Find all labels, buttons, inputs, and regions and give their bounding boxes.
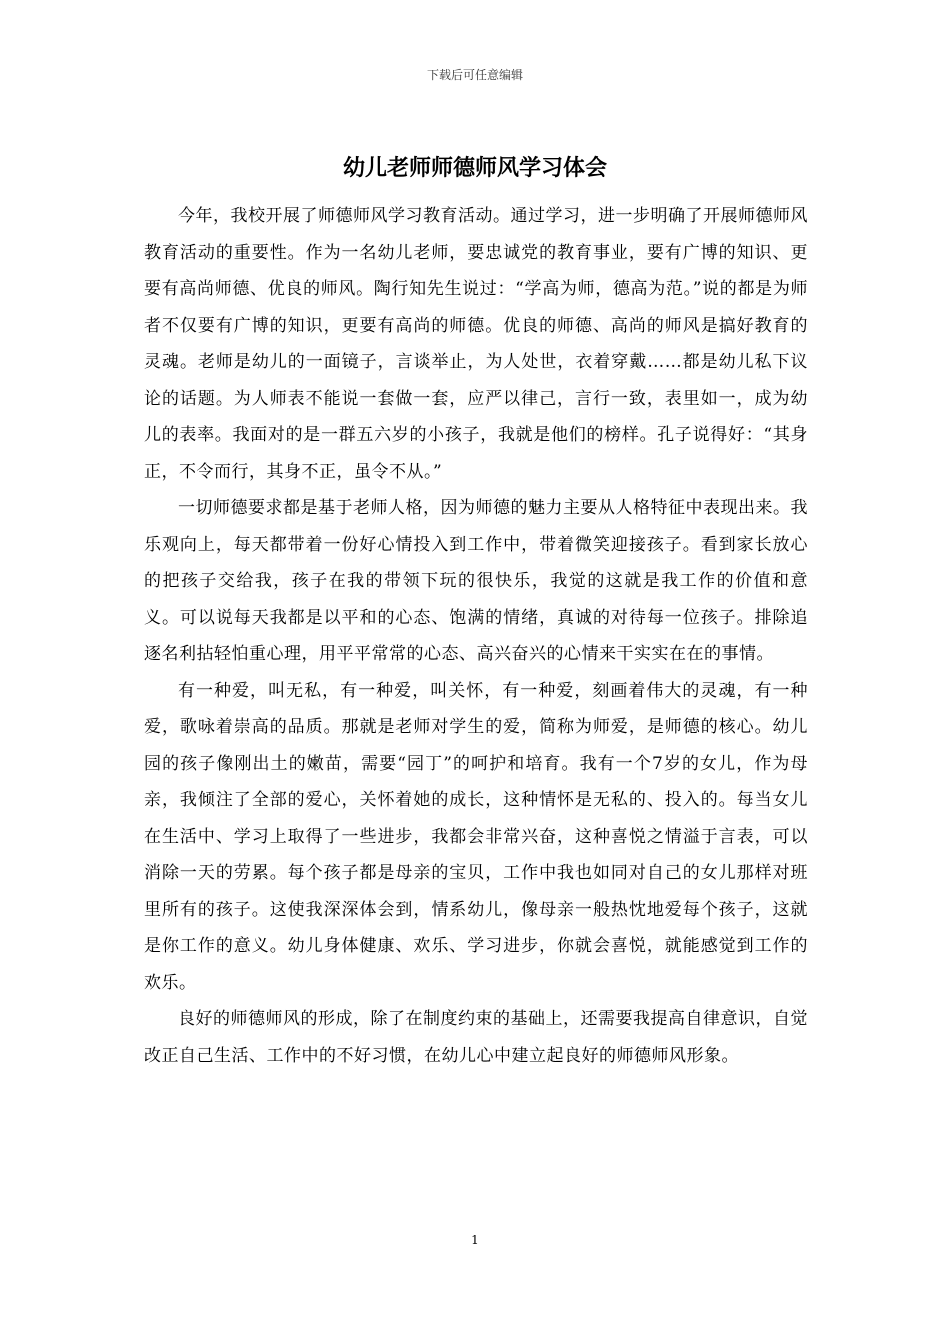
- document-body: [144, 198, 808, 1074]
- paragraph-2: 一切师德要求都是基于老师人格，因为师德的魅力主要从人格特征中表现出来。我乐观向上，每天都带着一份好心情投入到工作中，带着微笑迎接孩子。看到家长放心的把孩子交给我，孩子在我的带领下玩的很快乐，我觉的这就是我工作的价值和意义。可以说每天我都是以平和的心态、饱满的情绪，真诚的对待每一位孩子。排除追逐名利拈轻怕重心理，用平平常常的心态、高兴奋兴的心情来干实实在在的事情。: [144, 498, 808, 664]
- paragraph-3: 有一种爱，叫无私，有一种爱，叫关怀，有一种爱，刻画着伟大的灵魂，有一种爱，歌咏着崇高的品质。那就是老师对学生的爱，简称为师爱，是师德的核心。幼儿园的孩子像刚出土的嫩苗，需要“园丁”的呵护和培育。我有一个7岁的女儿，作为母亲，我倾注了全部的爱心，关怀着她的成长，这种情怀是无私的、投入的。每当女儿在生活中、学习上取得了一些进步，我都会非常兴奋，这种喜悦之情溢于言表，可以消除一天的劳累。每个孩子都是母亲的宝贝，工作中我也如同对自己的女儿那样对班里所有的孩子。这使我深深体会到，情系幼儿，像母亲一般热忱地爱每个孩子，这就是你工作的意义。幼儿身体健康、欢乐、学习进步，你就会喜悦，就能感觉到工作的欢乐。: [144, 680, 808, 993]
- paragraph-1: 今年，我校开展了师德师风学习教育活动。通过学习，进一步明确了开展师德师风教育活动的重要性。作为一名幼儿老师，要忠诚党的教育事业，要有广博的知识、更要有高尚师德、优良的师风。陶行知先生说过：“学高为师，德高为范。”说的都是为师者不仅要有广博的知识，更要有高尚的师德。优良的师德、高尚的师风是搞好教育的灵魂。老师是幼儿的一面镜子，言谈举止，为人处世，衣着穿戴……都是幼儿私下议论的话题。为人师表不能说一套做一套，应严以律己，言行一致，表里如一，成为幼儿的表率。我面对的是一群五六岁的小孩子，我就是他们的榜样。孔子说得好：“其身正，不令而行，其身不正，虽令不从。”: [144, 206, 808, 482]
- paragraph-4: 良好的师德师风的形成，除了在制度约束的基础上，还需要我提高自律意识，自觉改正自己生活、工作中的不好习惯，在幼儿心中建立起良好的师德师风形象。: [144, 1009, 808, 1066]
- document-title: 幼儿老师师德师风学习体会: [342, 156, 607, 181]
- page-number: 1: [471, 1233, 479, 1247]
- page-header-note: 下载后可任意编辑: [426, 68, 523, 82]
